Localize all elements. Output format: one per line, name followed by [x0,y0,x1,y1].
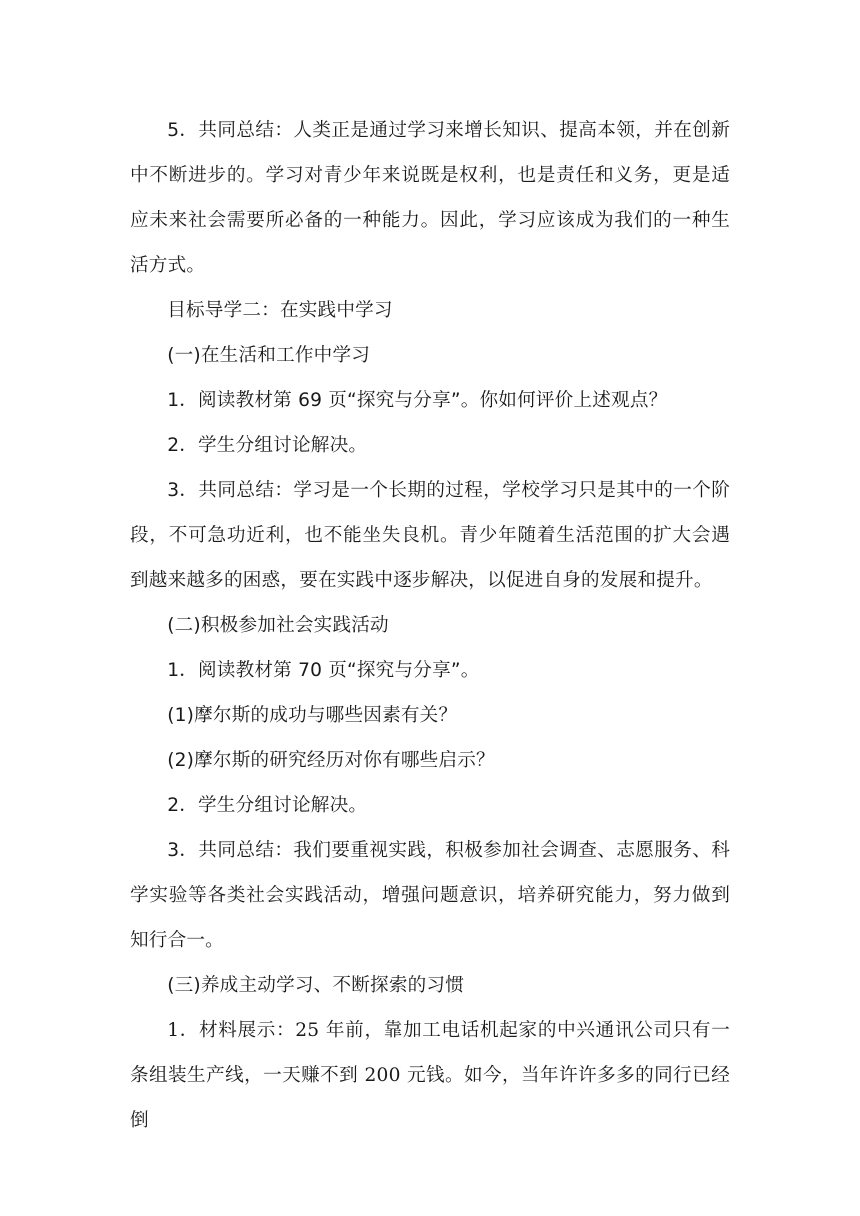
heading-goal-2: 目标导学二：在实践中学习 [167,300,393,321]
paragraph-item-3b: 3．共同总结：我们要重视实践，积极参加社会调查、志愿服务、科学实验等各类社会实践活动，增强问题意识，培养研究能力，努力做到知行合一。 [130,840,730,951]
question-1: (1)摩尔斯的成功与哪些因素有关？ [167,705,458,726]
subheading-2: (二)积极参加社会实践活动 [167,615,389,636]
paragraph-item-1b: 1．阅读教材第 70 页“探究与分享”。 [167,660,480,681]
subheading-3: (三)养成主动学习、不断探索的习惯 [167,975,465,996]
paragraph-item-1: 1．阅读教材第 69 页“探究与分享”。你如何评价上述观点？ [167,390,668,411]
paragraph-summary-5: 5．共同总结：人类正是通过学习来增长知识、提高本领，并在创新中不断进步的。学习对青少年来说既是权利，也是责任和义务，更是适应未来社会需要所必备的一种能力。因此，学习应该成为我们的一种生活方式。 [130,120,730,276]
paragraph-item-2b: 2．学生分组讨论解决。 [167,795,368,816]
question-2: (2)摩尔斯的研究经历对你有哪些启示？ [167,750,495,771]
paragraph-item-2: 2．学生分组讨论解决。 [167,435,368,456]
paragraph-item-3: 3．共同总结：学习是一个长期的过程，学校学习只是其中的一个阶段，不可急功近利，也不能坐失良机。青少年随着生活范围的扩大会遇到越来越多的困惑，要在实践中逐步解决，以促进自身的发展和提升。 [130,480,730,591]
subheading-1: (一)在生活和工作中学习 [167,345,371,366]
document-body [130,108,730,1143]
paragraph-material: 1．材料展示：25 年前，靠加工电话机起家的中兴通讯公司只有一条组装生产线，一天赚不到 200 元钱。如今，当年许许多多的同行已经倒 [130,1020,730,1131]
